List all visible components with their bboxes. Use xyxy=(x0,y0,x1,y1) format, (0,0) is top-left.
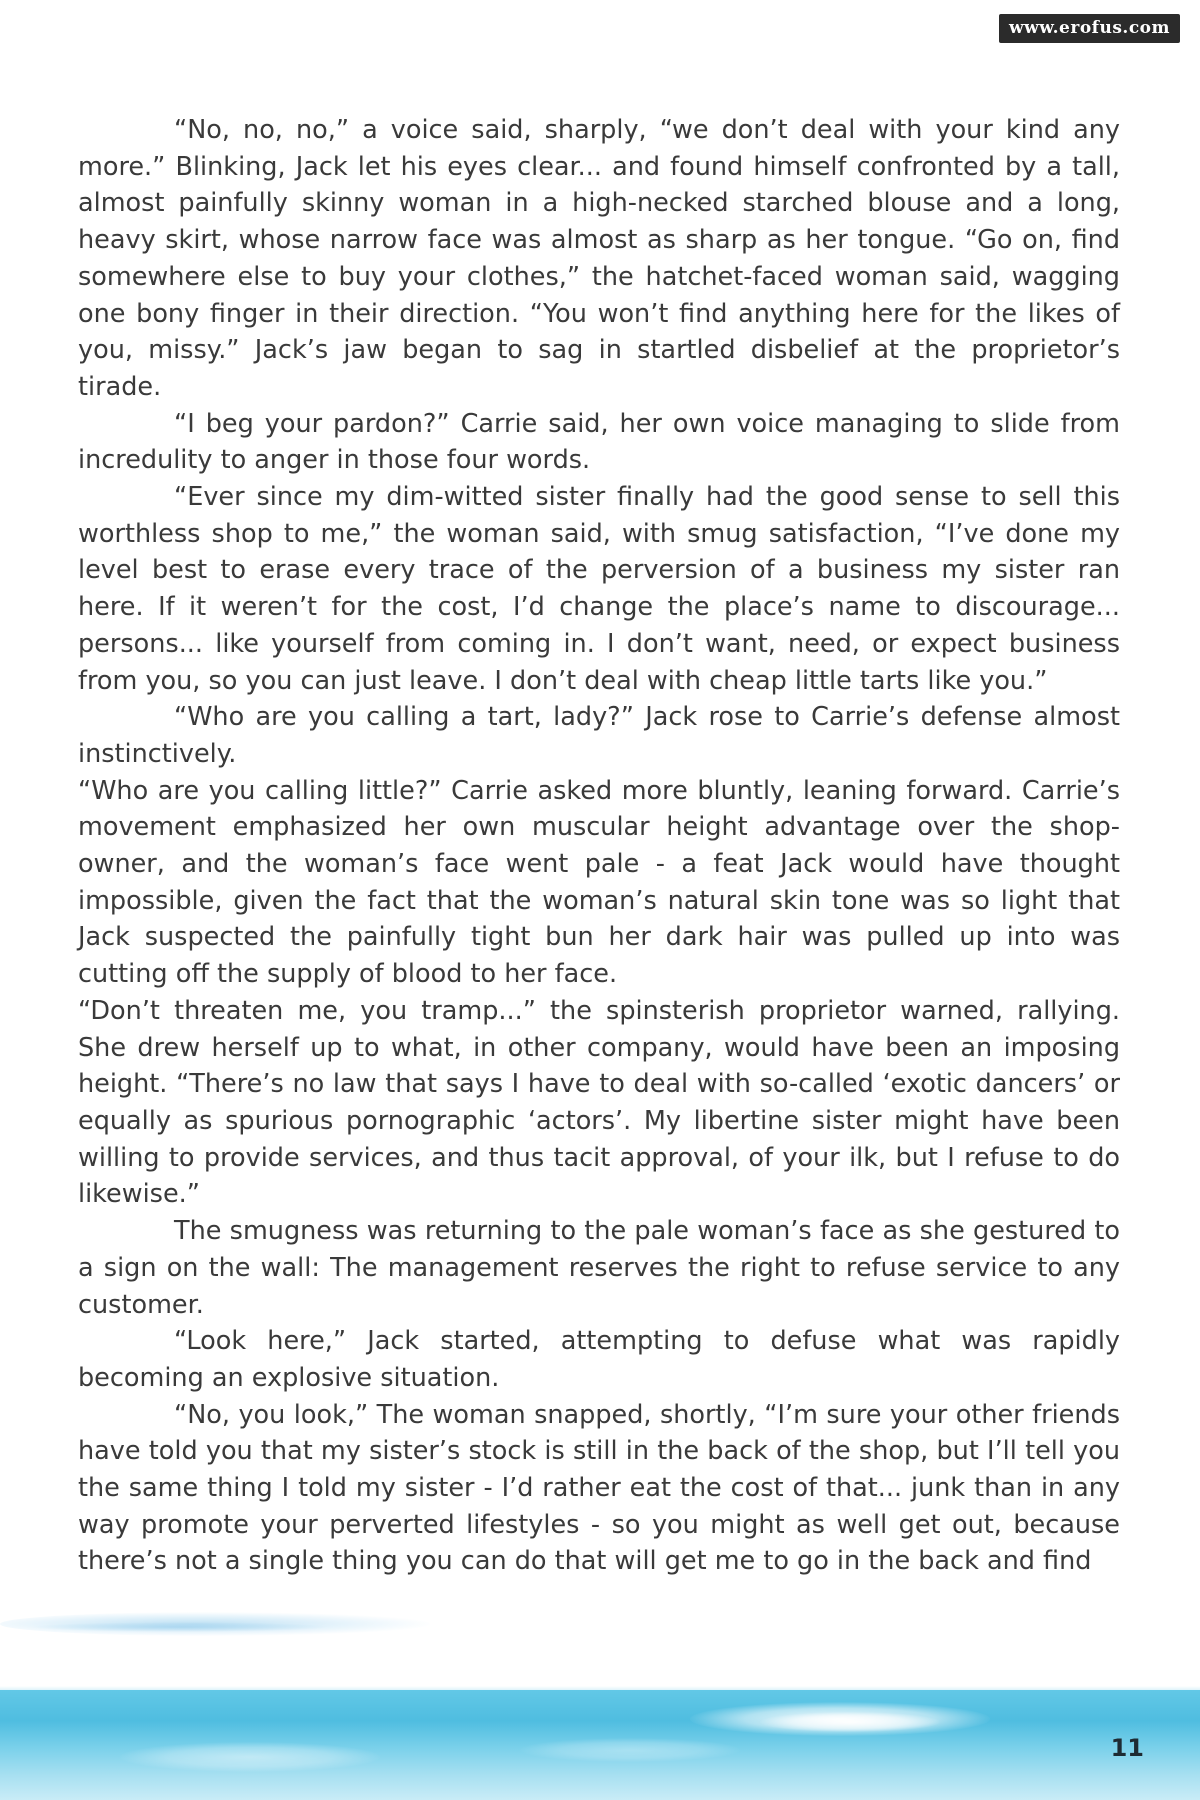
paragraph: The smugness was returning to the pale woman’s face as she gestured to a sign on the wall: The management reserves the right to refuse service to any customer. xyxy=(78,1216,1120,1320)
paragraph: “Ever since my dim-witted sister finally had the good sense to sell this worthless shop to me,” the woman said, with smug satisfaction, “I’ve done my level best to erase every trace of the perversion of a business my sister ran here. If it weren’t for the cost, I’d change the place’s name to discourage... persons... like yourself from coming in. I don’t want, need, or expect business from you, so you can just leave. I don’t deal with cheap little tarts like you.” xyxy=(78,482,1120,696)
cloud-wisp-decoration xyxy=(30,1622,330,1632)
paragraph: “Who are you calling a tart, lady?” Jack rose to Carrie’s defense almost instinctively. xyxy=(78,702,1120,769)
page-number: 11 xyxy=(1110,1734,1144,1762)
paragraph: “Don’t threaten me, you tramp...” the spinsterish proprietor warned, rallying. She drew herself up to what, in other company, would have been an imposing height. “There’s no law that says I have to deal with so-called ‘exotic dancers’ or equally as spurious pornographic ‘actors’. My libertine sister might have been willing to provide services, and thus tacit approval, of your ilk, but I refuse to do likewise.” xyxy=(78,995,1120,1210)
paragraph: “No, you look,” The woman snapped, shortly, “I’m sure your other friends have told you that my sister’s stock is still in the back of the shop, but I’ll tell you the same thing I told my sister - I’d rather eat the cost of that... junk than in any way promote your perverted lifestyles - so you might as well get out, because there’s not a single thing you can do that will get me to go in the back and find xyxy=(78,1399,1120,1577)
cloud-decoration xyxy=(120,1742,380,1772)
paragraph: “I beg your pardon?” Carrie said, her own voice managing to slide from incredulity to anger in those four words. xyxy=(78,408,1120,476)
story-text xyxy=(78,112,1120,1580)
cloud-decoration xyxy=(520,1738,740,1762)
paragraph: “Who are you calling little?” Carrie asked more bluntly, leaning forward. Carrie’s movement emphasized her own muscular height advantage over the shop-owner, and the woman’s face went pale - a feat Jack would have thought impossible, given the fact that the woman’s natural skin tone was so light that Jack suspected the painfully tight bun her dark hair was pulled up into was cutting off the supply of blood to her face. xyxy=(78,775,1120,990)
paragraph: “Look here,” Jack started, attempting to defuse what was rapidly becoming an explosive situation. xyxy=(78,1326,1120,1393)
cloud-decoration xyxy=(760,1712,940,1732)
site-watermark[interactable]: www.erofus.com xyxy=(999,14,1180,43)
paragraph: “No, no, no,” a voice said, sharply, “we don’t deal with your kind any more.” Blinking, Jack let his eyes clear... and found himself confronted by a tall, almost painfully skinny woman in a high-necked starched blouse and a long, heavy skirt, whose narrow face was almost as sharp as her tongue. “Go on, find somewhere else to buy your clothes,” the hatchet-faced woman said, wagging one bony finger in their direction. “You won’t find anything here for the likes of you, missy.” Jack’s jaw began to sag in startled disbelief at the proprietor’s tirade. xyxy=(78,115,1120,402)
